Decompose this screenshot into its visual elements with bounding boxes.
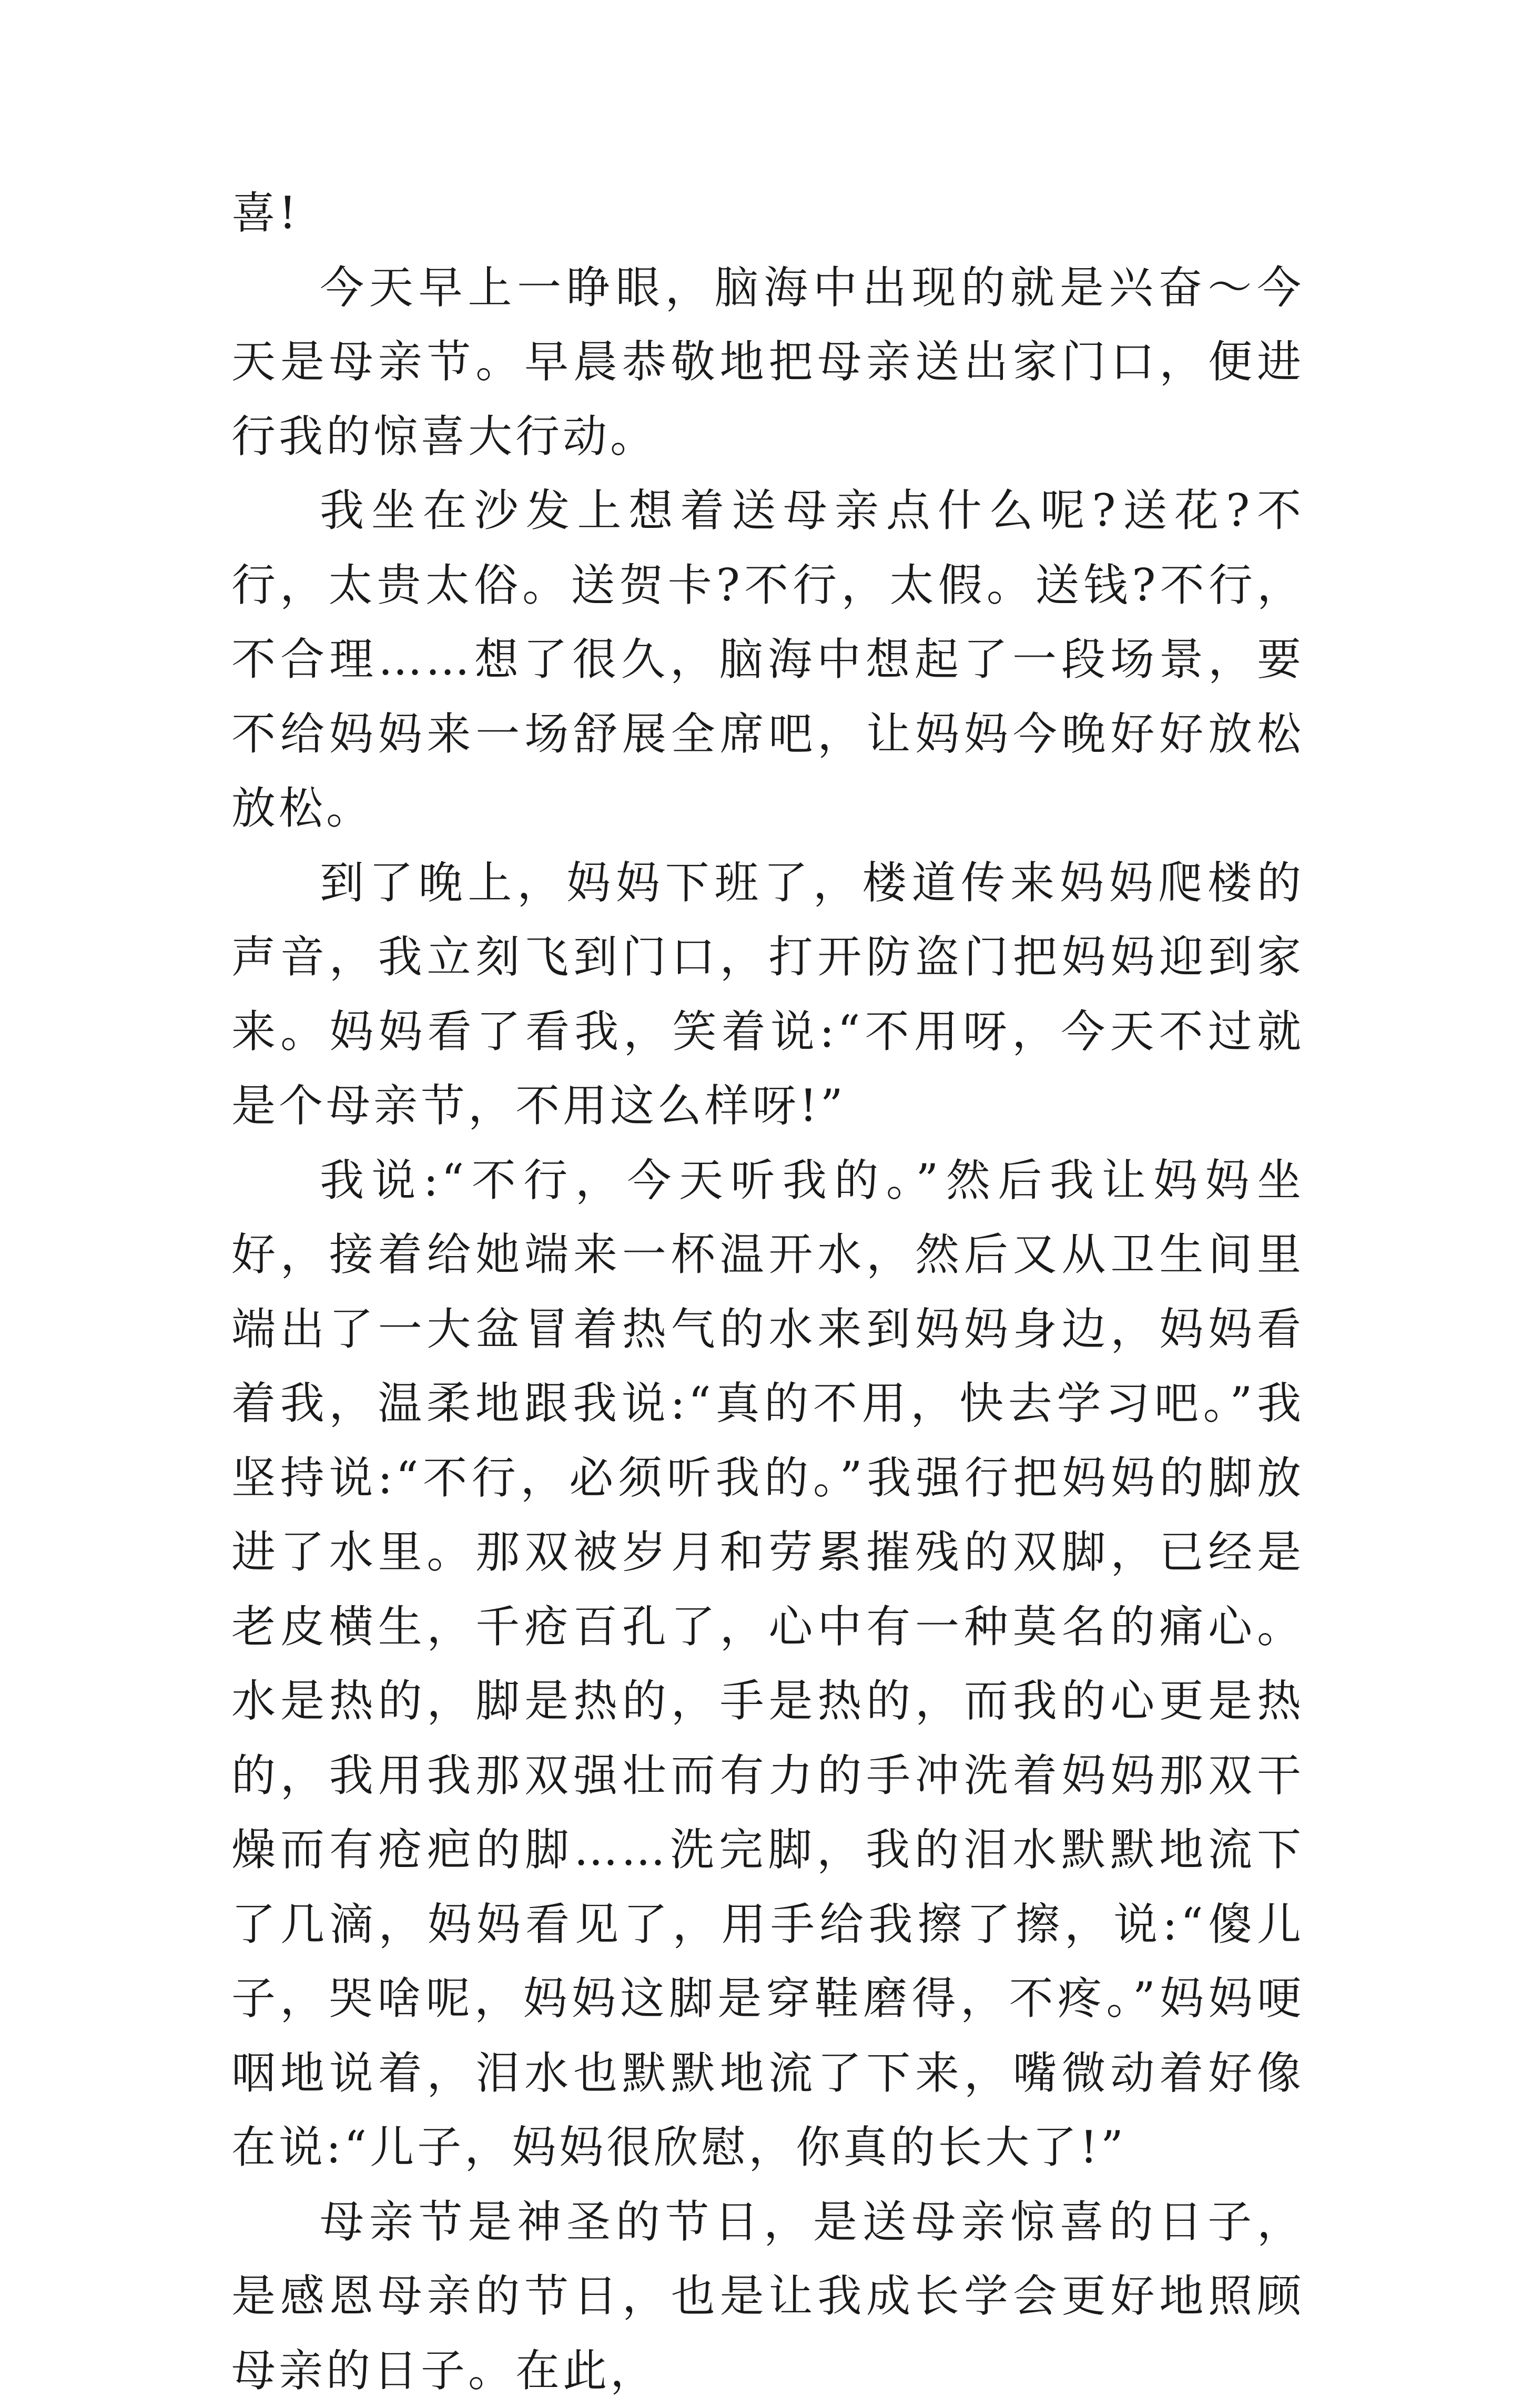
paragraph-5: 我说:“不行，今天听我的。”然后我让妈妈坐好，接着给她端来一杯温开水，然后又从卫生间里端出了一大盆冒着热气的水来到妈妈身边，妈妈看着我，温柔地跟我说:“真的不用，快去学习吧。”我坚持说:“不行，必须听我的。”我强行把妈妈的脚放进了水里。那双被岁月和劳累摧残的双脚，已经是老皮横生，千疮百孔了，心中有一种莫名的痛心。水是热的，脚是热的，手是热的，而我的心更是热的，我用我那双强壮而有力的手冲洗着妈妈那双干燥而有疮疤的脚……洗完脚，我的泪水默默地流下了几滴，妈妈看见了，用手给我擦了擦，说:“傻儿子，哭啥呢，妈妈这脚是穿鞋磨得，不疼。”妈妈哽咽地说着，泪水也默默地流了下来，嘴微动着好像在说:“儿子，妈妈很欣慰，你真的长大了!” <box>231 1144 1304 2185</box>
paragraph-3: 我坐在沙发上想着送母亲点什么呢?送花?不行，太贵太俗。送贺卡?不行，太假。送钱?不行，不合理……想了很久，脑海中想起了一段场景，要不给妈妈来一场舒展全席吧，让妈妈今晚好好放松放松。 <box>231 474 1304 846</box>
paragraph-4: 到了晚上，妈妈下班了，楼道传来妈妈爬楼的声音，我立刻飞到门口，打开防盗门把妈妈迎到家来。妈妈看了看我，笑着说:“不用呀，今天不过就是个母亲节，不用这么样呀!” <box>231 846 1304 1144</box>
paragraph-2: 今天早上一睁眼，脑海中出现的就是兴奋～今天是母亲节。早晨恭敬地把母亲送出家门口，便进行我的惊喜大行动。 <box>231 251 1304 474</box>
document-body <box>231 176 1304 2408</box>
paragraph-6: 母亲节是神圣的节日，是送母亲惊喜的日子，是感恩母亲的节日，也是让我成长学会更好地照顾母亲的日子。在此， <box>231 2185 1304 2408</box>
paragraph-1: 喜! <box>231 176 1304 251</box>
